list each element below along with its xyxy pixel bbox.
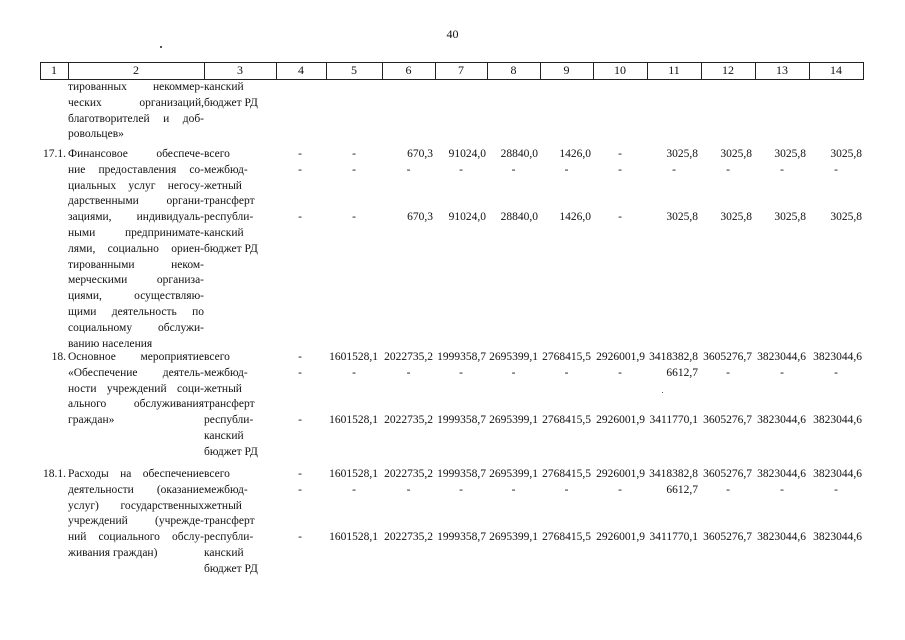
value-cell: 3605276,7: [703, 531, 752, 544]
value-cell: 2695399,1: [489, 414, 538, 427]
source-line: бюджет РД: [204, 445, 258, 458]
value-cell-col4: -: [298, 366, 302, 379]
value-cell: 1999358,7: [437, 531, 486, 544]
value-cell: 3823044,6: [813, 414, 862, 427]
source-line: жетный: [204, 499, 242, 512]
value-cell: 91024,0: [448, 148, 486, 160]
source-line: канский: [204, 429, 244, 442]
value-cell: -: [406, 483, 411, 496]
value-cell: -: [618, 366, 622, 379]
row-number: 17.1.: [43, 148, 66, 160]
value-cell: -: [564, 163, 569, 176]
value-cell: -: [406, 163, 411, 176]
value-cell: -: [672, 163, 676, 176]
description-line: тированными неком-: [68, 258, 204, 271]
source-line: республи-: [204, 211, 254, 224]
column-header-3: 3: [237, 63, 243, 77]
source-line: республи-: [204, 531, 254, 544]
value-cell: -: [726, 483, 730, 496]
description-line: живания граждан): [68, 546, 158, 559]
description-line: деятельности (оказание: [68, 483, 204, 496]
value-cell-col4: -: [298, 414, 302, 427]
value-cell: 2768415,5: [542, 351, 591, 363]
value-cell: -: [511, 483, 516, 496]
value-cell: -: [618, 148, 622, 160]
value-cell: -: [511, 366, 516, 379]
value-cell: 2022735,2: [384, 351, 433, 363]
value-cell: -: [780, 163, 784, 176]
value-cell-col4: -: [298, 163, 302, 176]
description-line: благотворителей и доб-: [68, 112, 204, 125]
row-funding-source: [204, 350, 276, 461]
column-header-11: 11: [668, 63, 680, 77]
value-cell: 3605276,7: [703, 468, 752, 480]
column-header-10: 10: [614, 63, 626, 77]
continuation-description: [68, 80, 204, 143]
value-cell: -: [352, 366, 356, 379]
value-cell: 2695399,1: [489, 468, 538, 480]
source-line: жетный: [204, 382, 242, 395]
continuation-source: [204, 80, 276, 112]
value-cell: 2926001,9: [596, 351, 645, 363]
row-description: [68, 350, 204, 429]
description-line: граждан»: [68, 414, 115, 427]
description-line: тированных некоммер-: [68, 81, 204, 93]
value-cell: 3411770,1: [649, 414, 698, 427]
value-cell: 3025,8: [774, 148, 806, 160]
value-cell: 3025,8: [666, 211, 698, 224]
source-line: канский: [204, 546, 244, 559]
value-cell: 2768415,5: [542, 531, 591, 544]
value-cell: 2926001,9: [596, 468, 645, 480]
scan-speck: [160, 46, 162, 48]
value-cell: 1601528,1: [329, 351, 378, 363]
source-line: всего: [204, 351, 230, 363]
scan-speck: [662, 392, 663, 393]
value-cell: -: [511, 163, 516, 176]
value-cell: 3823044,6: [757, 468, 806, 480]
value-cell: -: [459, 483, 463, 496]
value-cell: -: [564, 366, 569, 379]
value-cell: -: [618, 483, 622, 496]
column-header-8: 8: [510, 63, 517, 77]
value-cell: 3025,8: [720, 148, 752, 160]
description-line: дарственными органи-: [68, 195, 204, 208]
value-cell: 1999358,7: [437, 414, 486, 427]
value-cell: 3605276,7: [703, 414, 752, 427]
value-cell: -: [834, 366, 838, 379]
value-cell: -: [834, 483, 838, 496]
source-line: трансферт: [204, 398, 255, 411]
value-cell: -: [564, 483, 569, 496]
value-cell: 3025,8: [830, 148, 862, 160]
description-line: ние предоставления со-: [68, 163, 204, 176]
column-header-2: 2: [133, 63, 139, 77]
column-header-6: 6: [405, 63, 412, 77]
description-line: услуг) государственных: [68, 499, 204, 512]
value-cell: 2695399,1: [489, 531, 538, 544]
value-cell: 6612,7: [666, 366, 698, 379]
value-cell: 2022735,2: [384, 414, 433, 427]
value-cell: 2022735,2: [384, 468, 433, 480]
value-cell: -: [406, 366, 411, 379]
description-line: социальному обслужи-: [68, 321, 204, 334]
description-line: зациями, индивидуаль-: [68, 211, 204, 224]
value-cell-col4: -: [298, 483, 302, 496]
value-cell: -: [459, 366, 463, 379]
value-cell: 3418382,8: [649, 468, 698, 480]
value-cell: 2926001,9: [596, 414, 645, 427]
value-cell: 2695399,1: [489, 351, 538, 363]
source-line: канский: [204, 226, 244, 239]
column-header-14: 14: [830, 63, 842, 77]
value-cell: -: [618, 211, 622, 224]
row-description: [68, 147, 204, 352]
value-cell: 1601528,1: [329, 531, 378, 544]
value-cell: 28840,0: [500, 211, 538, 224]
value-cell: 2022735,2: [384, 531, 433, 544]
value-cell: 1601528,1: [329, 468, 378, 480]
header-column-rule: [863, 62, 864, 80]
column-header-13: 13: [776, 63, 788, 77]
value-cell: -: [726, 366, 730, 379]
source-line: трансферт: [204, 515, 255, 528]
value-cell: 1426,0: [559, 148, 591, 160]
description-line: ний социального обслу-: [68, 531, 204, 544]
description-line: ровольцев»: [68, 128, 124, 141]
value-cell: 2768415,5: [542, 414, 591, 427]
description-line: «Обеспечение деятель-: [68, 366, 204, 379]
value-cell-col4: -: [298, 531, 302, 544]
column-header-1: 1: [51, 63, 57, 77]
value-cell: 3418382,8: [649, 351, 698, 363]
value-cell: 3411770,1: [649, 531, 698, 544]
value-cell: 2768415,5: [542, 468, 591, 480]
value-cell: -: [352, 163, 356, 176]
description-line: лями, социально ориен-: [68, 242, 204, 255]
source-line: межбюд-: [204, 163, 248, 176]
source-line: межбюд-: [204, 366, 248, 379]
value-cell: 3823044,6: [757, 531, 806, 544]
description-line: ванию населения: [68, 337, 153, 350]
value-cell: -: [352, 211, 356, 224]
value-cell: 28840,0: [500, 148, 538, 160]
value-cell: 670,3: [407, 148, 433, 160]
value-cell: -: [618, 163, 622, 176]
description-line: циальных услуг негосу-: [68, 179, 204, 192]
source-line: бюджет РД: [204, 562, 258, 575]
source-line: трансферт: [204, 195, 255, 208]
value-cell-col4: -: [298, 148, 302, 160]
value-cell: -: [726, 163, 730, 176]
description-line: ными предпринимате-: [68, 226, 204, 239]
description-line: щими деятельность по: [68, 305, 204, 318]
source-line: жетный: [204, 179, 242, 192]
column-header-4: 4: [298, 63, 304, 77]
row-number: 18.1.: [43, 468, 66, 480]
value-cell: 1426,0: [559, 211, 591, 224]
value-cell: 3823044,6: [757, 414, 806, 427]
page-number: 40: [446, 27, 459, 41]
value-cell-col4: -: [298, 351, 302, 363]
value-cell: 3823044,6: [813, 351, 862, 363]
value-cell-col4: -: [298, 211, 302, 224]
value-cell: 1601528,1: [329, 414, 378, 427]
source-line: всего: [204, 468, 230, 480]
description-line: ального обслуживания: [68, 398, 204, 411]
value-cell-col4: -: [298, 468, 302, 480]
source-line: межбюд-: [204, 483, 248, 496]
value-cell: -: [780, 366, 784, 379]
description-line: Финансовое обеспече-: [68, 148, 204, 160]
value-cell: -: [780, 483, 784, 496]
description-line: Основное мероприятие: [68, 351, 204, 363]
description-line: циями, осуществляю-: [68, 290, 204, 303]
column-header-12: 12: [722, 63, 734, 77]
description-line: ческих организаций,: [68, 96, 204, 109]
value-cell: 3823044,6: [813, 468, 862, 480]
row-description: [68, 467, 204, 562]
value-cell: 91024,0: [448, 211, 486, 224]
value-cell: 1999358,7: [437, 468, 486, 480]
value-cell: 3025,8: [720, 211, 752, 224]
source-line: бюджет РД: [204, 96, 258, 109]
description-line: Расходы на обеспечение: [68, 468, 204, 480]
value-cell: -: [834, 163, 838, 176]
description-line: ности учреждений соци-: [68, 382, 204, 395]
row-funding-source: [204, 467, 276, 578]
row-number: 18.: [51, 351, 66, 363]
value-cell: 3823044,6: [813, 531, 862, 544]
column-header-7: 7: [458, 63, 464, 77]
value-cell: -: [352, 483, 356, 496]
source-line: республи-: [204, 414, 254, 427]
value-cell: 3025,8: [774, 211, 806, 224]
value-cell: 3025,8: [666, 148, 698, 160]
value-cell: 3605276,7: [703, 351, 752, 363]
description-line: учреждений (учрежде-: [68, 515, 204, 528]
column-header-9: 9: [563, 63, 570, 77]
column-header-5: 5: [351, 63, 357, 77]
value-cell: 2926001,9: [596, 531, 645, 544]
value-cell: 3025,8: [830, 211, 862, 224]
row-funding-source: [204, 147, 276, 258]
description-line: мерческими организа-: [68, 274, 204, 287]
value-cell: 3823044,6: [757, 351, 806, 363]
value-cell: -: [352, 148, 356, 160]
source-line: всего: [204, 148, 230, 160]
source-line: бюджет РД: [204, 242, 258, 255]
value-cell: -: [459, 163, 463, 176]
value-cell: 670,3: [407, 211, 433, 224]
value-cell: 6612,7: [666, 483, 698, 496]
source-line: канский: [204, 81, 244, 93]
value-cell: 1999358,7: [437, 351, 486, 363]
